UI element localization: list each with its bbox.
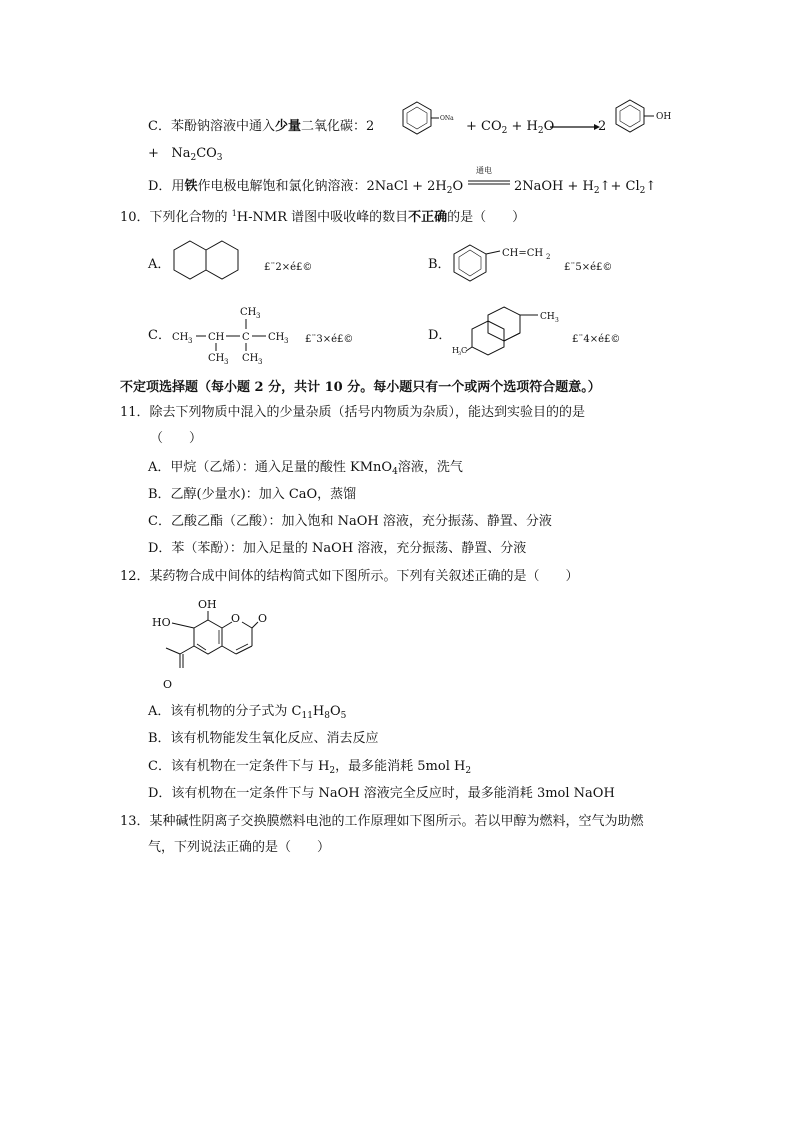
coumarin-structure: [148, 596, 308, 696]
svg-text:3: 3: [224, 358, 229, 366]
svg-text:HO: HO: [152, 616, 171, 629]
svg-text:O: O: [258, 612, 268, 625]
q10-d-note: £¨4×é£©: [572, 334, 621, 345]
svg-text:3: 3: [458, 351, 462, 357]
decalin-structure: [172, 239, 252, 289]
electrolysis-condition: 通电: [476, 166, 492, 175]
q13-stem: 13．某种碱性阴离子交换膜燃料电池的工作原理如下图所示。若以甲醇为燃料，空气为助燃: [120, 814, 644, 829]
svg-text:3: 3: [284, 337, 289, 345]
phenoxide-structure: [397, 100, 457, 140]
svg-text:3: 3: [555, 317, 559, 324]
q10-a-note: £¨2×é£©: [264, 262, 313, 273]
q12-option-a: A．该有机物的分子式为 $C_{11}H_8O_5$: [148, 704, 347, 721]
q11-option-a: A．甲烷（乙烯）：通入足量的酸性 KMnO$_4$溶液，洗气: [148, 460, 463, 477]
svg-text:3: 3: [258, 358, 263, 366]
svg-text:CH: CH: [172, 332, 189, 343]
svg-text:CH: CH: [242, 353, 259, 364]
q10-a-label: A．: [148, 257, 171, 272]
q10-stem: 10．下列化合物的 $^1$H-NMR 谱图中吸收峰的数目不正确的是（ ）: [120, 209, 526, 225]
q9-c-line2: + $Na_2CO_3$: [148, 146, 223, 163]
q11-stem-cont: （ ）: [150, 431, 203, 446]
styrene-structure: [452, 243, 572, 293]
reaction-arrow: [550, 122, 600, 132]
q12-option-b: B．该有机物能发生氧化反应、消去反应: [148, 731, 379, 746]
dimethylnaphthalene-structure: [452, 303, 572, 363]
svg-text:CH: CH: [540, 312, 555, 322]
q13-stem-cont: 气，下列说法正确的是（ ）: [148, 840, 331, 855]
svg-text:C: C: [242, 332, 250, 343]
svg-text:CH: CH: [240, 307, 257, 318]
q9-d-products: 2NaOH + $H_2↑+$ $Cl_2↑$: [514, 179, 657, 196]
electrolysis-equals: [468, 180, 512, 186]
dimethylbutane-structure: [170, 305, 310, 365]
svg-text:CH: CH: [268, 332, 285, 343]
q10-b-note: £¨5×é£©: [564, 262, 613, 273]
svg-text:CH: CH: [208, 332, 225, 343]
section-header: 不定项选择题（每小题 2 分，共计 10 分。每小题只有一个或两个选项符合题意。）: [120, 380, 601, 395]
svg-text:O: O: [163, 678, 173, 691]
q12-stem: 12．某药物合成中间体的结构简式如下图所示。下列有关叙述正确的是（ ）: [120, 569, 579, 584]
q10-d-label: D．: [428, 328, 452, 343]
q10-c-label: C．: [148, 328, 171, 343]
svg-text:O: O: [231, 612, 241, 625]
svg-text:3: 3: [188, 337, 193, 345]
q11-option-c: C．乙酸乙酯（乙酸）：加入饱和 NaOH 溶液，充分振荡、静置、分液: [148, 514, 552, 529]
q12-option-c: C．该有机物在一定条件下与 $H_2$，最多能消耗 5mol $H_2$: [148, 759, 472, 776]
svg-text:2: 2: [546, 253, 551, 261]
q9-option-c: C．苯酚钠溶液中通入少量二氧化碳：2: [148, 119, 375, 134]
svg-text:OH: OH: [198, 598, 217, 611]
q12-option-d: D．该有机物在一定条件下与 NaOH 溶液完全反应时，最多能消耗 3mol NaOH: [148, 786, 615, 801]
vinyl-label: CH=CH: [502, 248, 544, 259]
q11-option-d: D．苯（苯酚）：加入足量的 NaOH 溶液，充分振荡、静置、分液: [148, 541, 527, 556]
oh-label: OH: [656, 112, 672, 122]
svg-text:C: C: [461, 346, 468, 355]
q9-c-reactants: + $CO_2 + H_2O$: [466, 119, 555, 136]
svg-text:3: 3: [256, 312, 261, 320]
q11-stem: 11．除去下列物质中混入的少量杂质（括号内物质为杂质），能达到实验目的的是: [120, 405, 586, 420]
q10-c-note: £¨3×é£©: [305, 334, 354, 345]
q9-c-coef: 2: [598, 119, 607, 134]
q10-b-label: B．: [428, 257, 451, 272]
q9-option-d: D．用铁作电极电解饱和氯化钠溶液：2NaCl + $2H_2O$: [148, 179, 464, 196]
phenol-structure: [610, 98, 680, 138]
svg-text:CH: CH: [208, 353, 225, 364]
q11-option-b: B．乙醇(少量水)：加入 CaO，蒸馏: [148, 487, 357, 502]
ona-label: ONa: [440, 115, 454, 122]
svg-text:H: H: [452, 346, 459, 355]
